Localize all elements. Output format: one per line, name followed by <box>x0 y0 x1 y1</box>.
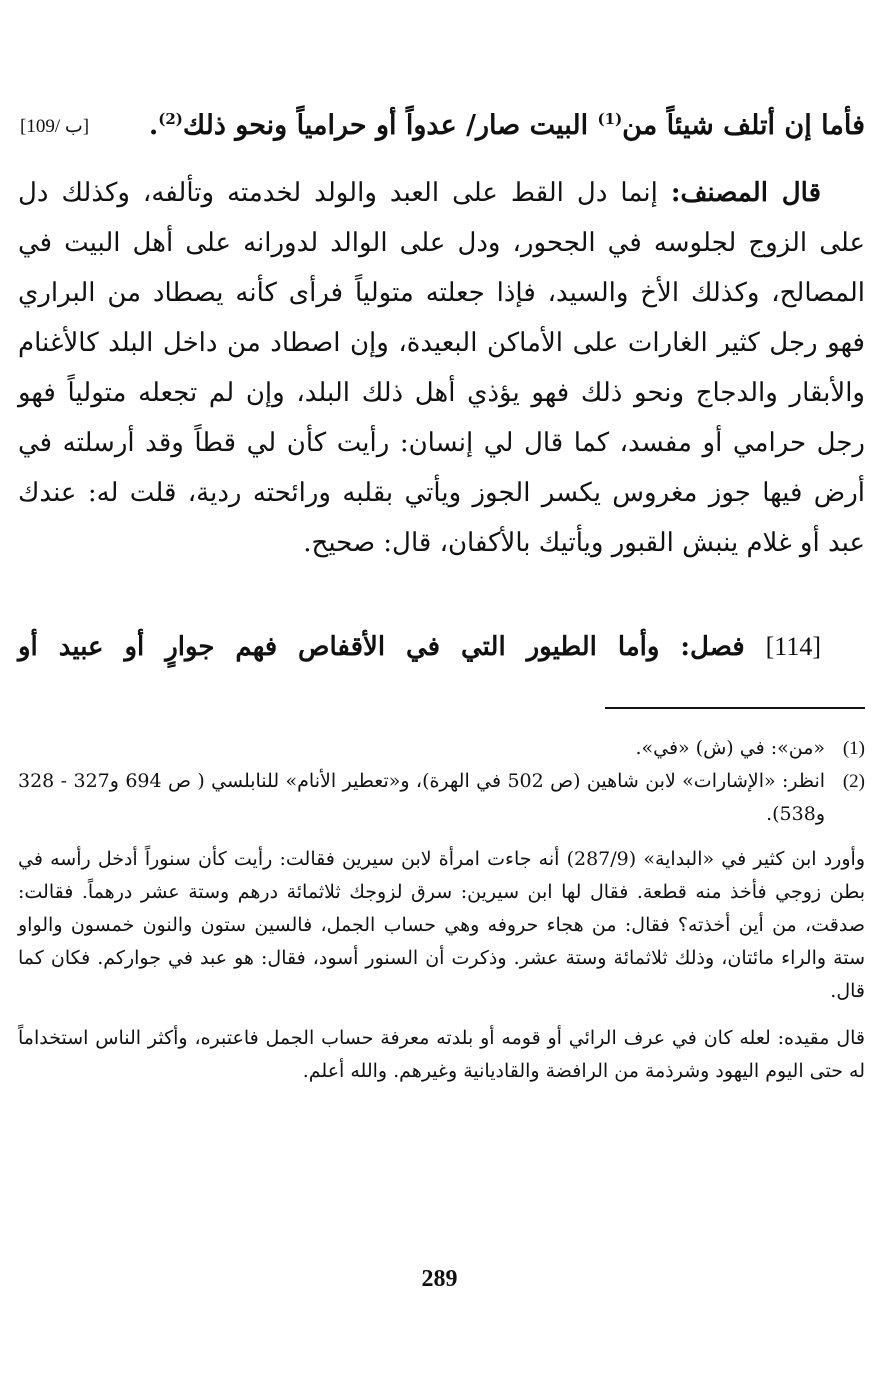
main-paragraph <box>18 168 865 568</box>
section-label: فصل: <box>680 632 745 662</box>
opening-text-3: . <box>148 110 159 141</box>
section-text: وأما الطيور التي في الأقفاص فهم جوارٍ أو عبيد أو <box>18 632 681 662</box>
footnote-number: (2) <box>842 771 865 792</box>
footnote-number: (1) <box>842 738 865 759</box>
footnote-paragraph: وأورد ابن كثير في «البداية» (287/9) أنه جاءت امرأة لابن سيرين فقالت: رأيت كأن سنوراً أدخل رأسه في بطن زوجي فأخذ منه قطعة. فقال لها ابن سيرين: سرق لزوجك ثلاثمائة درهم وستة عشر درهماً. فقالت: صدقت، من أين أخذته؟ فقال: من هجاء حروفه وهي حساب الجمل، فالسين ستون والنون خمسون والواو ستة والراء مائتان، وذلك ثلاثمائة وستة عشر. وذكرت أن السنور أسود، فقال: هو عبد في جواركم. فكان كما قال. <box>18 848 865 1002</box>
footnotes <box>18 732 865 1088</box>
footnote-ref-1[interactable]: (1) <box>597 110 623 128</box>
footnote-item <box>18 765 865 831</box>
opening-text-2: البيت صار/ عدواً أو حرامياً ونحو ذلك <box>182 110 598 141</box>
footnote-item <box>18 732 865 765</box>
page-number: 289 <box>421 1266 458 1292</box>
footnote-paragraph: قال مقيده: لعله كان في عرف الرائي أو قومه أو بلدته معرفة حساب الجمل فاعتبره، وأكثر الناس استخداماً له حتى اليوم اليهود وشرذمة من الرافضة والقاديانية وغيرهم. والله أعلم. <box>18 1027 865 1082</box>
footnote-text: انظر: «الإشارات» لابن شاهين (ص 502 في الهرة)، و«تعطير الأنام» للنابلسي ( ص 694 و327 - 328 و538). <box>18 770 826 825</box>
opening-line <box>125 100 865 152</box>
section-heading-line <box>18 622 865 672</box>
margin-reference: [109/ ب] <box>20 116 90 137</box>
footnote-divider <box>605 707 865 709</box>
speaker-label: قال المصنف: <box>670 178 822 208</box>
commentary-paragraph <box>18 168 865 568</box>
section-number: [114] <box>765 632 821 661</box>
footnote-text: «من»: في (ش) «في». <box>635 737 825 759</box>
opening-text-1: فأما إن أتلف شيئاً من <box>622 110 865 141</box>
footnote-ref-2[interactable]: (2) <box>158 110 183 128</box>
commentary-text: إنما دل القط على العبد والولد لخدمته وتألفه، وكذلك دل على الزوج لجلوسه في الجحور، ودل على الوالد لدورانه على أهل البيت في المصالح، وكذلك الأخ والسيد، فإذا جعلته متولياً فرأى كأنه يصطاد من البراري فهو رجل كثير الغارات على الأماكن البعيدة، وإن اصطاد من داخل البلد كالأغنام والأبقار والدجاج ونحو ذلك فهو يؤذي أهل ذلك البلد، وإن لم تجعله متولياً فهو رجل حرامي أو مفسد، كما قال لي إنسان: رأيت كأن لي قطاً وقد أرسلته في أرض فيها جوز مغروس يكسر الجوز ويأتي بقلبه ورائحته ردية، قلت له: عندك عبد أو غلام ينبش القبور ويأتيك بالأكفان، قال: صحيح. <box>18 178 865 558</box>
